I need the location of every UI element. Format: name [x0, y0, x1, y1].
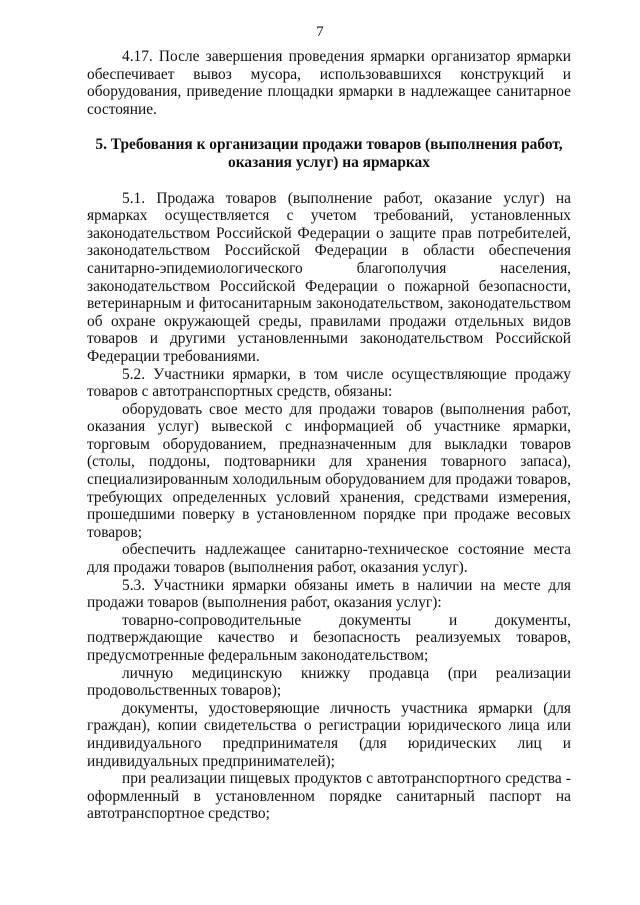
- paragraph-5-3-documents: товарно-сопроводительные документы и документы, подтверждающие качество и безопасность реализуемых товаров, предусмотренные федеральным законодательством;: [87, 611, 571, 664]
- paragraph-5-2-sanitary: обеспечить надлежащее санитарно-техническое состояние места для продажи товаров (выполнения работ, оказания услуг).: [87, 541, 571, 577]
- page-number: 7: [316, 24, 324, 40]
- document-body: [87, 48, 571, 823]
- paragraph-5-3-sanitary-passport: при реализации пищевых продуктов с автотранспортного средства - оформленный в установленном порядке санитарный паспорт на автотранспортное средство;: [87, 770, 571, 823]
- paragraph-4-17: 4.17. После завершения проведения ярмарки организатор ярмарки обеспечивает вывоз мусора, использовавшихся конструкций и оборудования, приведение площадки ярмарки в надлежащее санитарное состояние.: [87, 48, 571, 118]
- section-5-title: 5. Требования к организации продажи товаров (выполнения работ, оказания услуг) на ярмарках: [95, 136, 563, 171]
- paragraph-5-2-equipment: оборудовать свое место для продажи товаров (выполнения работ, оказания услуг) вывеской с информацией об участнике ярмарки, торговым оборудованием, предназначенным для выкладки товаров (столы, поддоны, подтоварники для хранения товарного запаса), специализированным холодильным оборудованием для продажи товаров, требующих определенных условий хранения, средствами измерения, прошедшими поверку в установленном порядке при продаже весовых товаров;: [87, 400, 571, 541]
- paragraph-5-3: 5.3. Участники ярмарки обязаны иметь в наличии на месте для продажи товаров (выполнения работ, оказания услуг):: [87, 576, 571, 612]
- paragraph-5-1: 5.1. Продажа товаров (выполнение работ, оказание услуг) на ярмарках осуществляется с учетом требований, установленных законодательством Российской Федерации о защите прав потребителей, законодательством Российской Федерации в области обеспечения санитарно-эпидемиологического благополучия населения, законодательством Российской Федерации о пожарной безопасности, ветеринарным и фитосанитарным законодательством, законодательством об охране окружающей среды, правилами продажи отдельных видов товаров и другими установленными законодательством Российской Федерации требованиями.: [87, 189, 571, 365]
- paragraph-5-3-identity: документы, удостоверяющие личность участника ярмарки (для граждан), копии свидетельства о регистрации юридического лица или индивидуального предпринимателя (для юридических лиц и индивидуальных предпринимателей);: [87, 699, 571, 770]
- paragraph-5-2: 5.2. Участники ярмарки, в том числе осуществляющие продажу товаров с автотранспортных средств, обязаны:: [87, 365, 571, 401]
- paragraph-5-3-medical-book: личную медицинскую книжку продавца (при реализации продовольственных товаров);: [87, 664, 571, 700]
